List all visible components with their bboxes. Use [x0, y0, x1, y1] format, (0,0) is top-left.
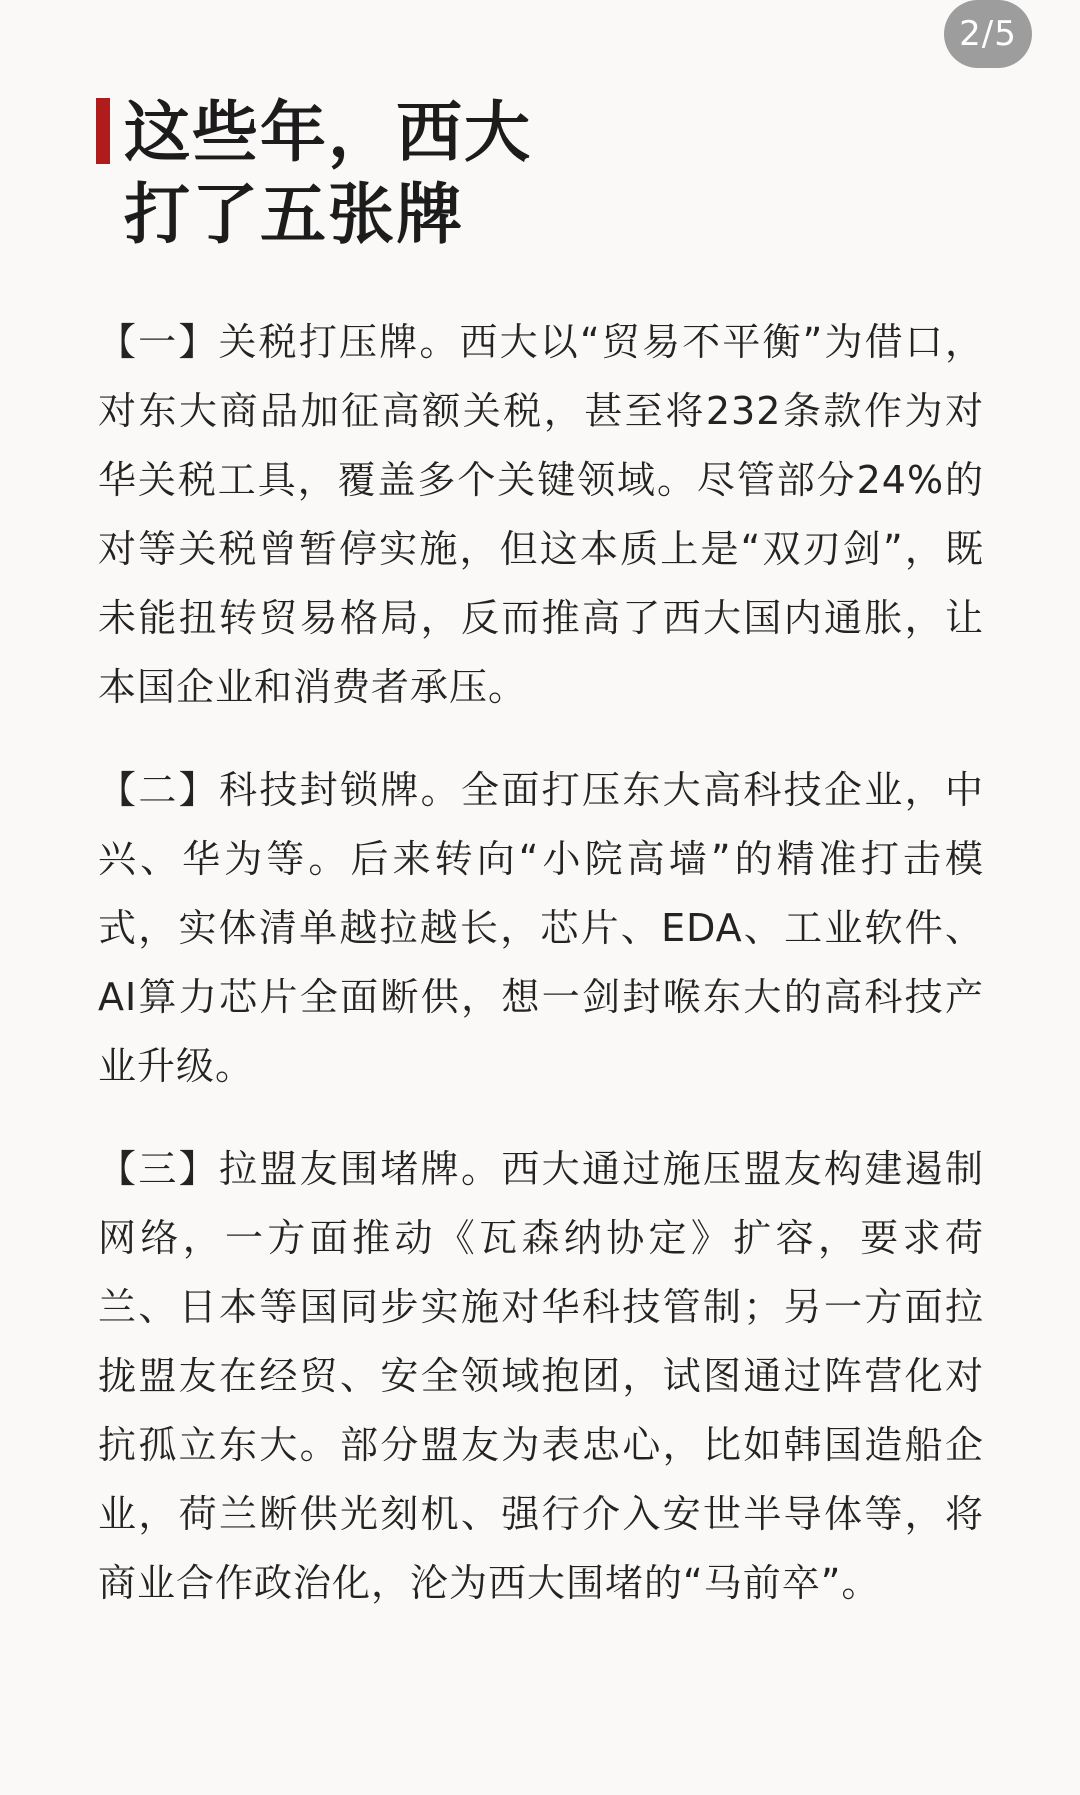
title-accent-bar	[96, 98, 110, 164]
title-line-2: 打了五张牌	[124, 176, 464, 253]
article-body	[98, 308, 984, 1652]
title-line-1: 这些年，西大	[124, 94, 532, 171]
paragraph-tariff: 【一】关税打压牌。西大以“贸易不平衡”为借口，对东大商品加征高额关税，甚至将232条款作为对华关税工具，覆盖多个关键领域。尽管部分24%的对等关税曾暂停实施，但这本质上是“双刃剑”，既未能扭转贸易格局，反而推高了西大国内通胀，让本国企业和消费者承压。	[98, 320, 984, 709]
paragraph-tech-blockade: 【二】科技封锁牌。全面打压东大高科技企业，中兴、华为等。后来转向“小院高墙”的精准打击模式，实体清单越拉越长，芯片、EDA、工业软件、AI算力芯片全面断供，想一剑封喉东大的高科技产业升级。	[98, 768, 984, 1088]
title-block	[96, 92, 532, 256]
page-title	[124, 92, 532, 256]
page-indicator	[944, 0, 1032, 68]
page-indicator-label: 2/5	[959, 14, 1017, 54]
paragraph-allies: 【三】拉盟友围堵牌。西大通过施压盟友构建遏制网络，一方面推动《瓦森纳协定》扩容，要求荷兰、日本等国同步实施对华科技管制；另一方面拉拢盟友在经贸、安全领域抱团，试图通过阵营化对抗孤立东大。部分盟友为表忠心，比如韩国造船企业，荷兰断供光刻机、强行介入安世半导体等，将商业合作政治化，沦为西大围堵的“马前卒”。	[98, 1147, 984, 1605]
